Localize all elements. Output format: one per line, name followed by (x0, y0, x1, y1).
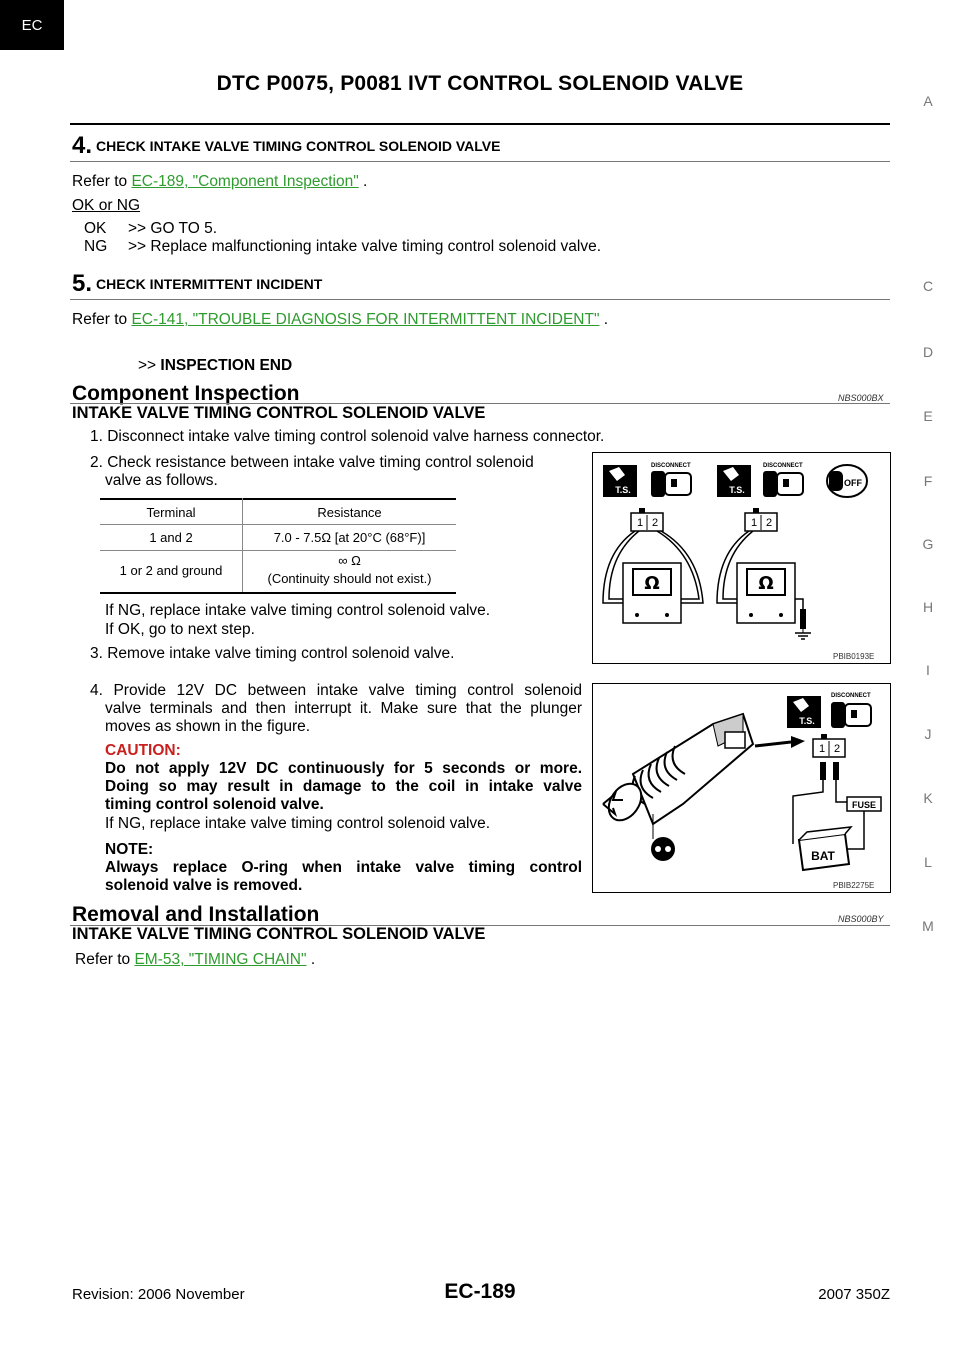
table-top-rule (100, 498, 456, 500)
step4-rule (70, 161, 890, 162)
arrow-icon (755, 736, 805, 748)
disconnect-label: DISCONNECT (763, 463, 803, 469)
side-index-i[interactable]: I (926, 662, 930, 678)
svg-text:2: 2 (833, 743, 841, 755)
step5-heading: 5. CHECK INTERMITTENT INCIDENT (72, 270, 323, 297)
component-inspection-title: Component Inspection (72, 382, 300, 405)
removal-subtitle: INTAKE VALVE TIMING CONTROL SOLENOID VALVE (72, 925, 486, 943)
footer-page-number: EC-189 (444, 1280, 516, 1303)
comp-step-4c: moves as shown in the figure. (105, 718, 311, 735)
table-cell: 1 or 2 and ground (119, 563, 223, 578)
comp-step-4b: valve terminals and then interrupt it. Make sure that the plunger (105, 700, 582, 717)
side-index-l[interactable]: L (924, 854, 932, 870)
ng-action: >> Replace malfunctioning intake valve timing control solenoid valve. (128, 238, 602, 255)
ts-icon (787, 696, 821, 728)
caution-line-2: Doing so may result in damage to the coil in intake valve (105, 778, 582, 795)
side-index-d[interactable]: D (922, 344, 934, 360)
caution-line-1: Do not apply 12V DC continuously for 5 seconds or more. (105, 760, 582, 777)
svg-text:1: 1 (750, 517, 758, 529)
ohmmeter-icon (737, 563, 795, 623)
svg-text:1: 1 (636, 517, 644, 529)
figure-solenoid-svg (593, 684, 890, 892)
footer-model: 2007 350Z (818, 1286, 890, 1303)
step5-rule (70, 299, 890, 300)
caution-label: CAUTION: (105, 742, 181, 759)
ts-icon (717, 465, 751, 497)
connector-icon (831, 702, 871, 728)
connector-terminals-2 (745, 508, 777, 531)
fuse-icon (847, 797, 881, 811)
removal-title: Removal and Installation (72, 903, 320, 926)
svg-text:2: 2 (765, 517, 773, 529)
svg-text:T.S.: T.S. (729, 485, 745, 495)
ok-label: OK (84, 220, 107, 237)
table-header-terminal: Terminal (146, 505, 196, 520)
svg-text:T.S.: T.S. (799, 716, 815, 726)
ok-action: >> GO TO 5. (128, 220, 218, 237)
connector-icon (651, 471, 691, 497)
comp-step-2a: 2. Check resistance between intake valve timing control solenoid (90, 454, 534, 471)
figure-code: PBIB0193E (833, 652, 875, 661)
table-cell: ∞ Ω (338, 553, 361, 568)
ok-ng-label: OK or NG (72, 197, 141, 214)
table-header-resistance: Resistance (317, 505, 382, 520)
svg-text:T.S.: T.S. (615, 485, 631, 495)
svg-text:BAT: BAT (811, 849, 835, 863)
ground-icon (795, 609, 811, 639)
svg-text:1: 1 (818, 743, 826, 755)
svg-text:Ω: Ω (758, 573, 774, 594)
comp-step-2b: valve as follows. (105, 472, 218, 489)
ohmmeter-icon (623, 563, 681, 623)
table-cell: (Continuity should not exist.) (267, 571, 432, 586)
step4-heading: 4. CHECK INTAKE VALVE TIMING CONTROL SOLENOID VALVE (72, 132, 501, 159)
solenoid-valve-icon (602, 714, 753, 826)
caution-line-3: timing control solenoid valve. (105, 796, 324, 813)
side-index-f[interactable]: F (923, 473, 933, 489)
svg-text:2: 2 (651, 517, 659, 529)
ts-icon (603, 465, 637, 497)
ignition-off-icon (827, 465, 867, 497)
side-index-m[interactable]: M (922, 918, 934, 934)
side-index-e[interactable]: E (923, 408, 933, 424)
table-bottom-rule (100, 592, 456, 594)
side-index-h[interactable]: H (922, 599, 934, 615)
side-index-k[interactable]: K (923, 790, 933, 806)
component-subtitle: INTAKE VALVE TIMING CONTROL SOLENOID VALVE (72, 404, 486, 422)
figure-solenoid-test (592, 683, 891, 893)
side-index-g[interactable]: G (922, 536, 934, 552)
table-cell: 7.0 - 7.5Ω [at 20°C (68°F)] (273, 530, 426, 545)
note-line-1: Always replace O-ring when intake valve timing control (105, 859, 582, 876)
ng-replace-2: If NG, replace intake valve timing control solenoid valve. (105, 815, 491, 832)
page-title: DTC P0075, P0081 IVT CONTROL SOLENOID VALVE (216, 72, 744, 95)
removal-code: NBS000BY (838, 914, 884, 924)
side-index-c[interactable]: C (922, 278, 934, 294)
link-component-inspection[interactable]: EC-189, "Component Inspection" (131, 173, 359, 190)
note-label: NOTE: (105, 841, 154, 858)
ng-replace-1: If NG, replace intake valve timing control solenoid valve. (105, 602, 491, 619)
figure-code: PBIB2275E (833, 881, 875, 890)
side-index-j[interactable]: J (924, 726, 932, 742)
table-row-divider (100, 550, 456, 551)
link-timing-chain[interactable]: EM-53, "TIMING CHAIN" (134, 951, 307, 968)
figure-resistance-svg (593, 453, 890, 663)
connector-icon (763, 471, 803, 497)
svg-text:OFF: OFF (844, 478, 862, 488)
figure-resistance-check (592, 452, 891, 664)
ng-label: NG (84, 238, 108, 255)
connector-terminals-1 (631, 508, 663, 531)
disconnect-label: DISCONNECT (831, 693, 871, 699)
plunger-movement-icon (651, 837, 675, 861)
comp-step-4a: 4. Provide 12V DC between intake valve timing control solenoid (90, 682, 582, 699)
connector-terminals (813, 734, 845, 757)
note-line-2: solenoid valve is removed. (105, 877, 303, 894)
link-trouble-diagnosis[interactable]: EC-141, "TROUBLE DIAGNOSIS FOR INTERMITTENT INCIDENT" (131, 311, 600, 328)
table-cell: 1 and 2 (149, 530, 193, 545)
header-rule (70, 123, 890, 125)
table-row-divider (100, 524, 456, 525)
svg-text:FUSE: FUSE (851, 800, 877, 810)
step4-refer: Refer to EC-189, "Component Inspection" . (72, 173, 368, 190)
side-index-a[interactable]: A (923, 93, 933, 109)
battery-icon (799, 827, 851, 870)
inspection-end: >> INSPECTION END (138, 357, 293, 374)
ok-next-step: If OK, go to next step. (105, 621, 255, 638)
side-index-ec-active[interactable]: EC (0, 0, 64, 50)
component-inspection-code: NBS000BX (838, 393, 884, 403)
removal-refer: Refer to EM-53, "TIMING CHAIN" . (75, 951, 316, 968)
step5-refer: Refer to EC-141, "TROUBLE DIAGNOSIS FOR INTERMITTENT INCIDENT" . (72, 311, 609, 328)
svg-text:Ω: Ω (644, 573, 660, 594)
comp-step-3: 3. Remove intake valve timing control solenoid valve. (90, 645, 455, 662)
disconnect-label: DISCONNECT (651, 463, 691, 469)
comp-step-1: 1. Disconnect intake valve timing control solenoid valve harness connector. (90, 428, 605, 445)
footer-revision: Revision: 2006 November (72, 1286, 245, 1303)
